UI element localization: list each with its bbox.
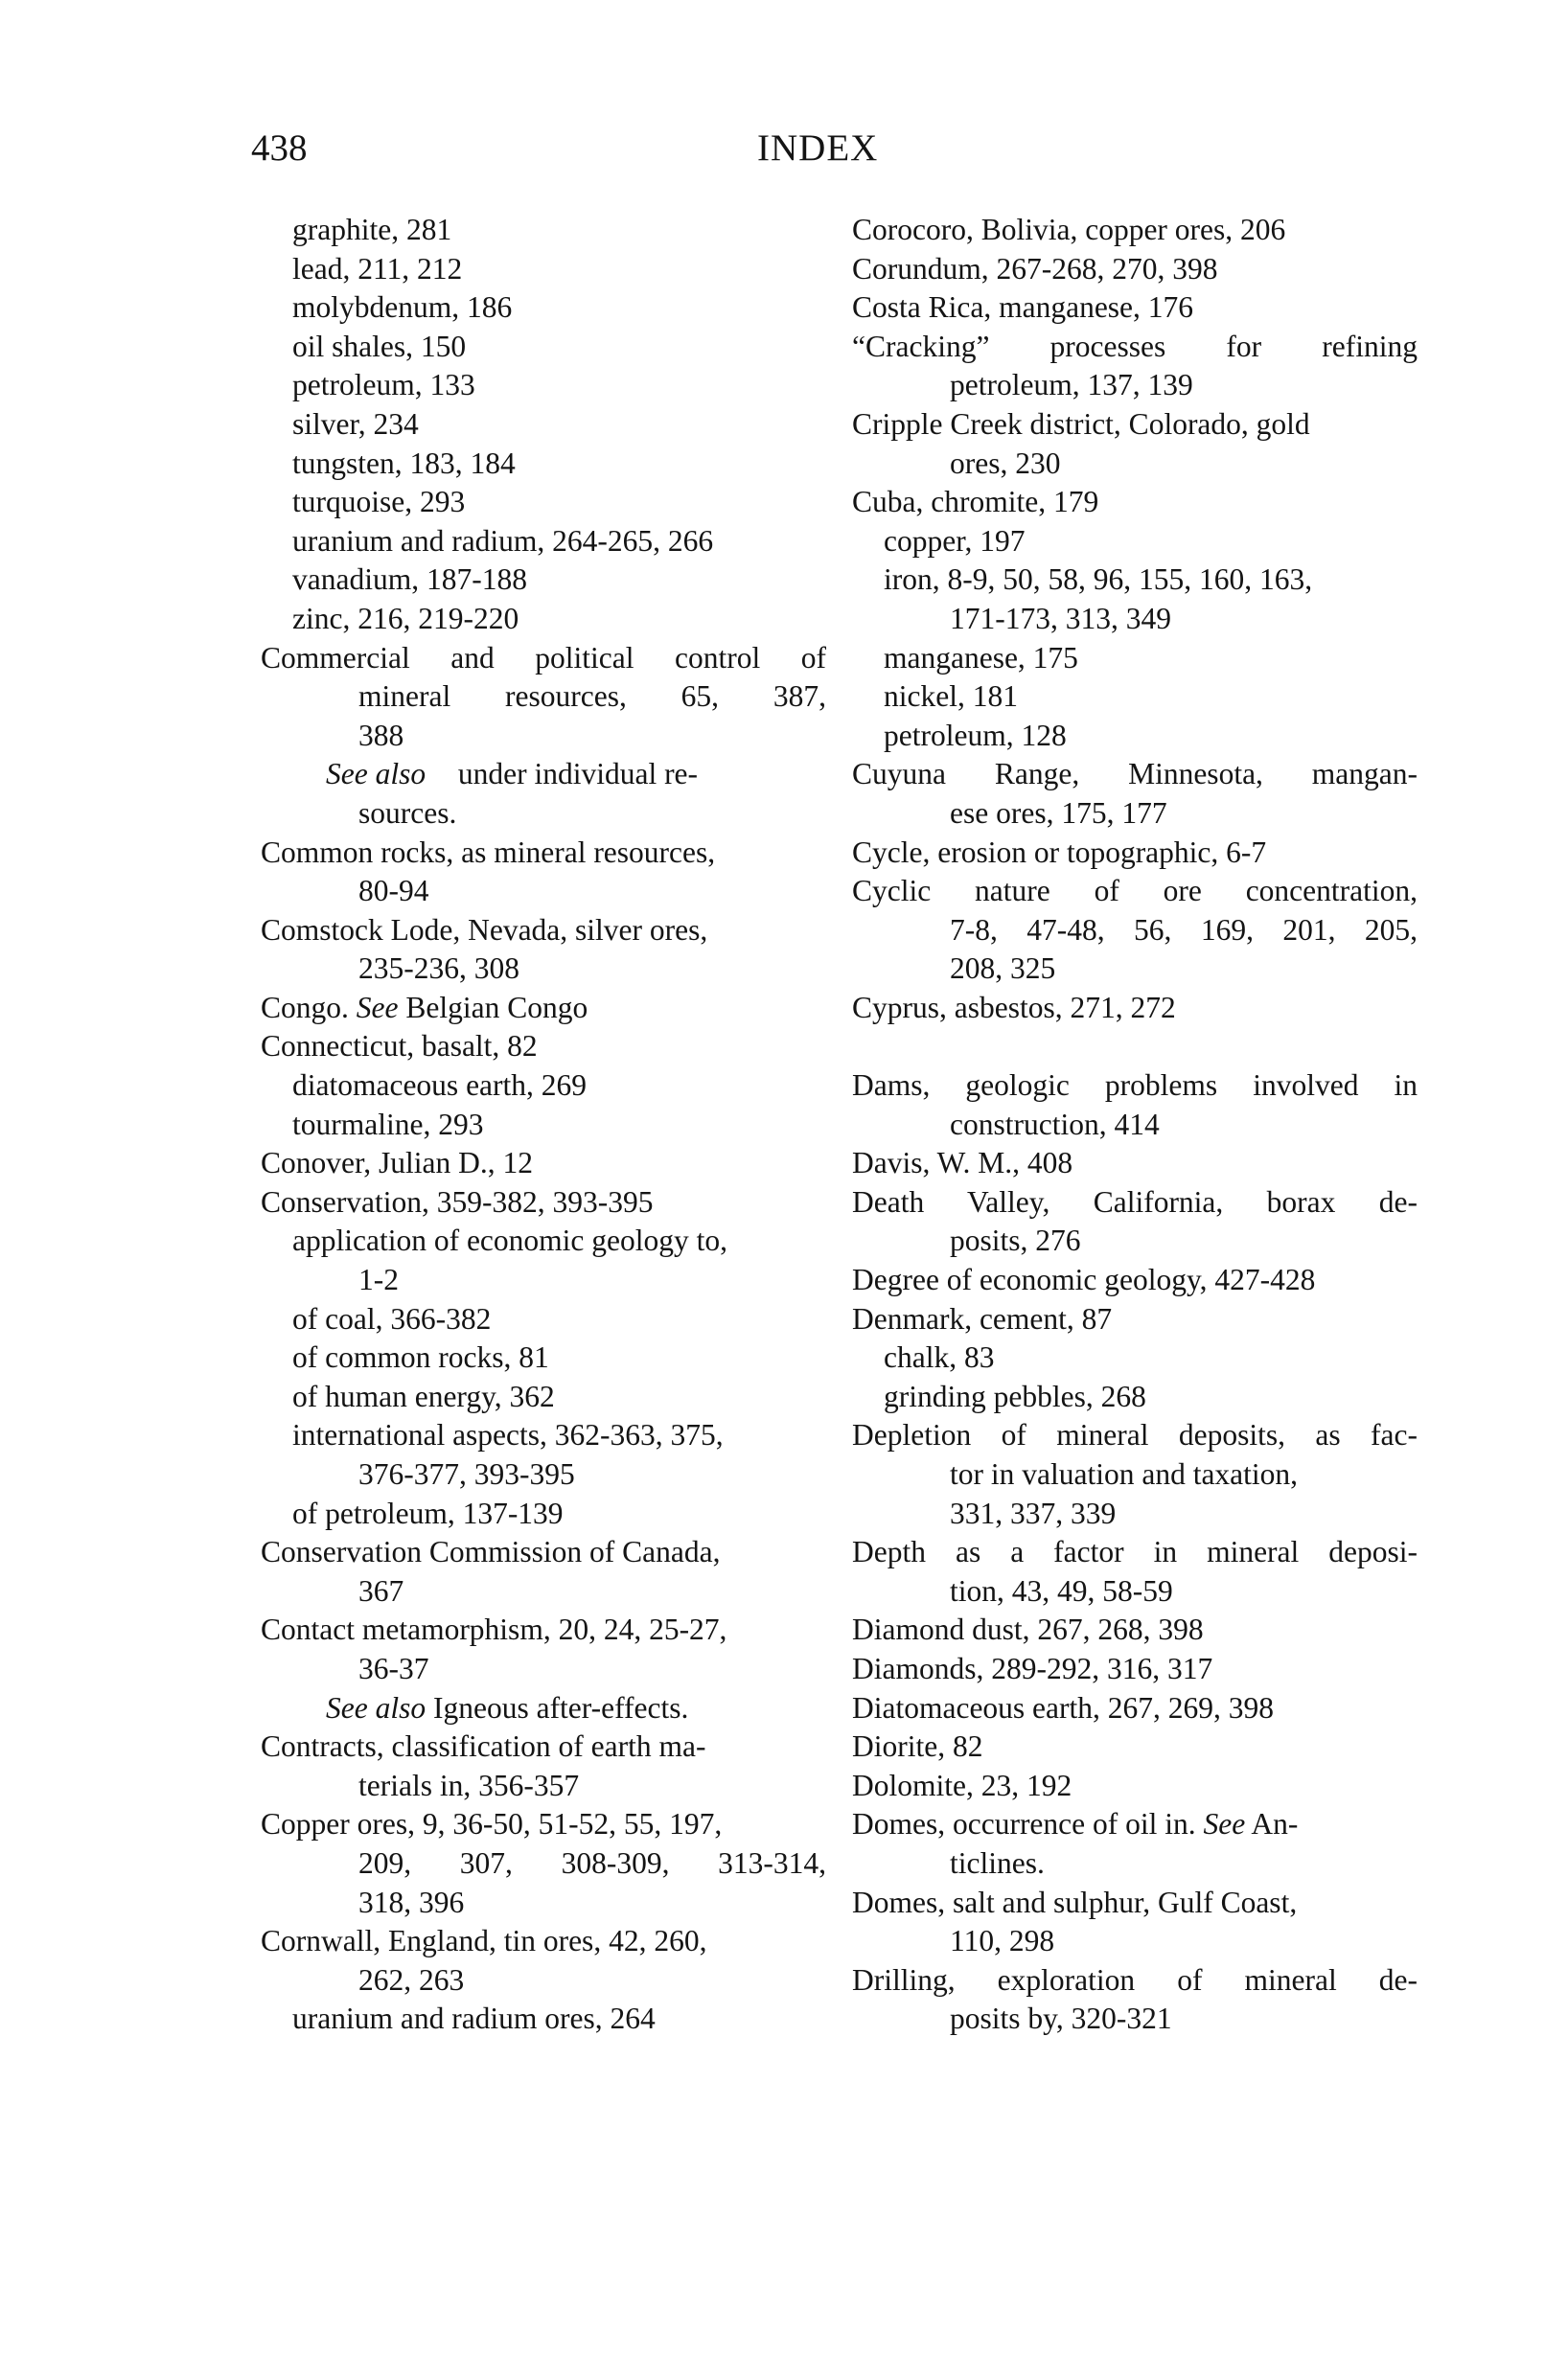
see-target: Belgian Congo — [405, 990, 588, 1024]
see-also-reference — [261, 755, 826, 794]
index-entry: Depletion of mineral deposits, as fac- — [852, 1418, 1418, 1453]
index-entry: Cycle, erosion or topographic, 6-7 — [852, 835, 1267, 869]
index-entry: Diatomaceous earth, 267, 269, 398 — [852, 1690, 1275, 1725]
index-entry-continuation: tor in valuation and taxation, — [950, 1457, 1299, 1491]
index-subentry: iron, 8-9, 50, 58, 96, 155, 160, 163, — [884, 562, 1313, 597]
index-entry: Conservation, 359-382, 393-395 — [261, 1184, 654, 1219]
index-entry: “Cracking” processes for refining — [852, 329, 1418, 363]
index-subentry: chalk, 83 — [884, 1340, 995, 1375]
index-entry-continuation: mineral resources, 65, 387, — [358, 679, 826, 714]
index-subentry: of common rocks, 81 — [292, 1340, 549, 1375]
entry-heading: Congo. — [261, 990, 349, 1024]
index-entry: Cuba, chromite, 179 — [852, 485, 1099, 519]
index-entry-continuation: sources. — [358, 795, 457, 830]
index-column-right — [852, 211, 1418, 2039]
see-also-target: Igneous after-effects. — [432, 1690, 689, 1725]
index-entry: Davis, W. M., 408 — [852, 1146, 1073, 1180]
index-entry-continuation: 1-2 — [358, 1263, 399, 1297]
index-entry: Costa Rica, manganese, 176 — [852, 290, 1194, 325]
index-column-left — [261, 211, 826, 2039]
index-subentry: grinding pebbles, 268 — [884, 1379, 1146, 1413]
index-subentry: oil shales, 150 — [292, 329, 467, 363]
index-entry: Common rocks, as mineral resources, — [261, 835, 716, 869]
index-entry-continuation: ese ores, 175, 177 — [950, 795, 1167, 830]
see-also-reference — [261, 1689, 826, 1728]
index-entry: Cyclic nature of ore concentration, — [852, 874, 1418, 908]
index-entry — [852, 1805, 1418, 1844]
index-entry-continuation: petroleum, 137, 139 — [950, 368, 1193, 402]
see-also-target: under individual re- — [457, 757, 699, 791]
index-entry-continuation: construction, 414 — [950, 1107, 1160, 1141]
index-subentry: international aspects, 362-363, 375, — [292, 1418, 724, 1453]
index-entry: Contracts, classification of earth ma- — [261, 1729, 706, 1764]
index-subentry: copper, 197 — [884, 523, 1026, 558]
index-subentry: molybdenum, 186 — [292, 290, 513, 325]
page-number: 438 — [251, 127, 308, 169]
index-subentry: of petroleum, 137-139 — [292, 1496, 564, 1530]
index-entry-continuation: 367 — [358, 1573, 404, 1608]
index-entry-continuation: posits, 276 — [950, 1224, 1081, 1258]
see-also-label: See also — [326, 1690, 427, 1725]
index-entry-continuation: 209, 307, 308-309, 313-314, — [358, 1845, 826, 1880]
index-entry: Cripple Creek district, Colorado, gold — [852, 406, 1310, 441]
index-subentry: petroleum, 133 — [292, 368, 475, 402]
index-entry-continuation: 331, 337, 339 — [950, 1496, 1117, 1530]
index-entry-continuation: 208, 325 — [950, 951, 1056, 986]
index-entry: Copper ores, 9, 36-50, 51-52, 55, 197, — [261, 1807, 723, 1842]
index-entry: Cornwall, England, tin ores, 42, 260, — [261, 1924, 707, 1958]
index-entry: Corundum, 267-268, 270, 398 — [852, 251, 1218, 286]
index-entry-continuation: 388 — [358, 718, 404, 752]
index-subentry: uranium and radium, 264-265, 266 — [292, 523, 714, 558]
index-entry-continuation: ores, 230 — [950, 446, 1061, 480]
index-entry: Diorite, 82 — [852, 1729, 983, 1764]
index-subentry: graphite, 281 — [292, 213, 452, 246]
index-entry-continuation: 7-8, 47-48, 56, 169, 201, 205, — [950, 912, 1418, 947]
page-title: INDEX — [757, 127, 879, 169]
index-entry: Contact metamorphism, 20, 24, 25-27, — [261, 1613, 727, 1647]
index-entry: Cuyuna Range, Minnesota, mangan- — [852, 757, 1418, 791]
letter-group-gap — [852, 1027, 1418, 1066]
index-entry-continuation: posits by, 320-321 — [950, 2002, 1172, 2036]
index-entry: Corocoro, Bolivia, copper ores, 206 — [852, 213, 1286, 246]
index-entry-continuation: 171-173, 313, 349 — [950, 601, 1171, 635]
index-entry-continuation: 262, 263 — [358, 1962, 465, 1997]
index-entry-continuation: terials in, 356-357 — [358, 1768, 580, 1802]
see-also-label: See also — [326, 757, 427, 791]
index-entry: Cyprus, asbestos, 271, 272 — [852, 990, 1176, 1024]
index-entry: Death Valley, California, borax de- — [852, 1184, 1418, 1219]
see-label: See — [356, 990, 399, 1024]
index-subentry: lead, 211, 212 — [292, 251, 463, 286]
index-entry: Dolomite, 23, 192 — [852, 1768, 1072, 1802]
index-entry: Domes, salt and sulphur, Gulf Coast, — [852, 1885, 1298, 1919]
index-subentry: uranium and radium ores, 264 — [292, 2002, 656, 2036]
index-subentry: nickel, 181 — [884, 679, 1018, 714]
index-entry-continuation: 110, 298 — [950, 1924, 1055, 1958]
index-subentry: petroleum, 128 — [884, 718, 1067, 752]
index-subentry: tourmaline, 293 — [292, 1107, 484, 1141]
index-subentry: zinc, 216, 219-220 — [292, 601, 519, 635]
index-entry-continuation: 376-377, 393-395 — [358, 1457, 575, 1491]
index-entry-continuation: 36-37 — [358, 1651, 429, 1685]
index-subentry: silver, 234 — [292, 406, 419, 441]
see-label: See — [1203, 1807, 1246, 1842]
entry-heading: Domes, occurrence of oil in. — [852, 1807, 1196, 1842]
index-subentry: diatomaceous earth, 269 — [292, 1068, 588, 1103]
index-subentry: of coal, 366-382 — [292, 1301, 492, 1336]
index-entry: Drilling, exploration of mineral de- — [852, 1962, 1418, 1997]
index-entry: Dams, geologic problems involved in — [852, 1068, 1418, 1103]
index-entry: Diamonds, 289-292, 316, 317 — [852, 1651, 1213, 1685]
index-entry-continuation: tion, 43, 49, 58-59 — [950, 1573, 1173, 1608]
index-entry: Comstock Lode, Nevada, silver ores, — [261, 912, 708, 947]
index-entry: Connecticut, basalt, 82 — [261, 1029, 538, 1064]
index-subentry: of human energy, 362 — [292, 1379, 555, 1413]
index-subentry: tungsten, 183, 184 — [292, 446, 516, 480]
index-entry: Depth as a factor in mineral deposi- — [852, 1535, 1418, 1569]
index-subentry: turquoise, 293 — [292, 485, 466, 519]
index-entry-continuation: 318, 396 — [358, 1885, 465, 1919]
index-subentry: vanadium, 187-188 — [292, 562, 527, 597]
index-entry: Diamond dust, 267, 268, 398 — [852, 1613, 1204, 1647]
index-subentry: application of economic geology to, — [292, 1224, 727, 1258]
index-entry: Commercial and political control of — [261, 640, 826, 675]
index-entry: Conservation Commission of Canada, — [261, 1535, 721, 1569]
index-entry: Denmark, cement, 87 — [852, 1301, 1113, 1336]
index-entry-continuation: 235-236, 308 — [358, 951, 519, 986]
index-entry-continuation: ticlines. — [950, 1845, 1045, 1880]
index-entry: Degree of economic geology, 427-428 — [852, 1263, 1316, 1297]
index-entry — [261, 989, 826, 1028]
index-subentry: manganese, 175 — [884, 640, 1078, 675]
index-entry: Conover, Julian D., 12 — [261, 1146, 533, 1180]
index-entry-continuation: 80-94 — [358, 874, 429, 908]
see-target: An- — [1251, 1807, 1299, 1842]
